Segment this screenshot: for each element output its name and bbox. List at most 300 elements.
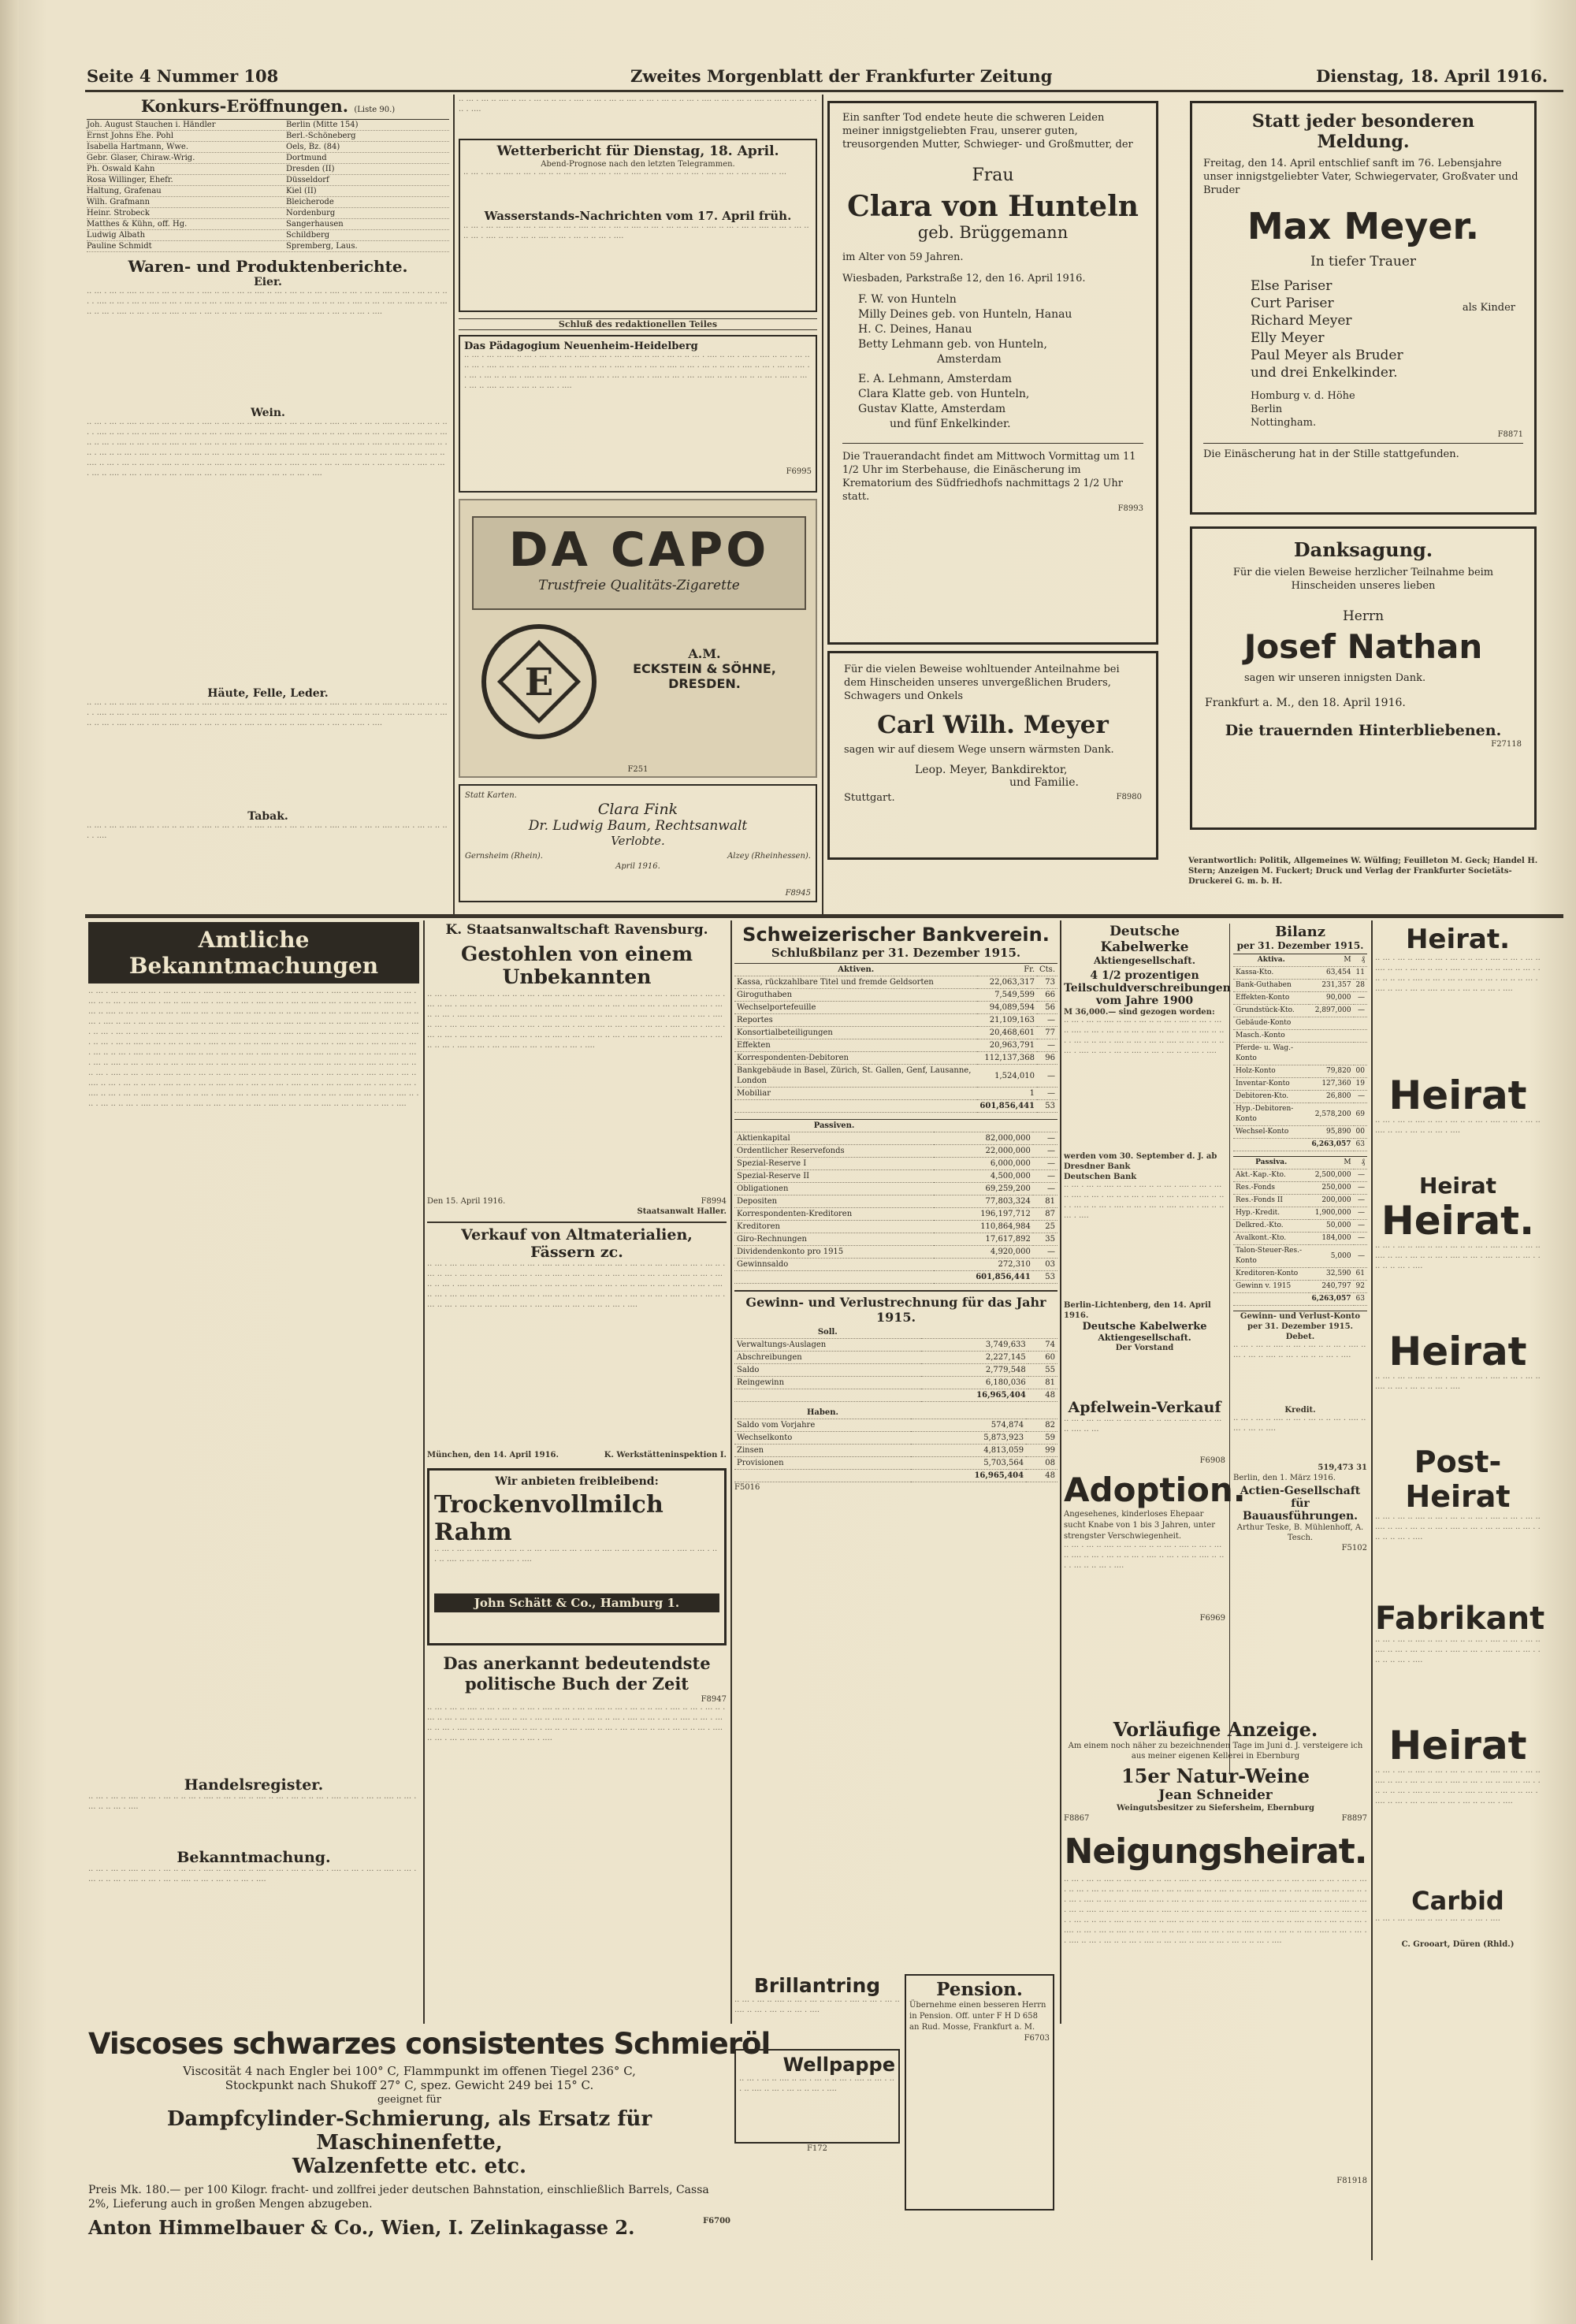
bv-passiv-total-cts: 53 [1033,1271,1057,1284]
bv-aktiv-row-label: Reportes [734,1014,977,1027]
bv-aktiv-row-cents: — [1037,1088,1057,1100]
bilanz-passiva-row-cents: — [1354,1220,1367,1233]
bv-soll-row-cents: 74 [1028,1339,1057,1352]
bankverein-passiv-table [734,1119,1057,1284]
bilanz-unit-2: M [1309,1157,1353,1169]
max-meyer-f5: Paul Meyer als Bruder [1251,348,1403,363]
bv-aktiv-row-cents: — [1037,1039,1057,1052]
bv-aktiv-row-value: 20,468,601 [977,1027,1037,1039]
konkurs-title-text: Konkurs-Eröffnungen. [140,96,349,116]
bv-passiv-row-label: Dividendenkonto pro 1915 [734,1246,934,1259]
bv-aktiv-row-value: 21,109,163 [977,1014,1037,1027]
bv-passiv-row-label: Obligationen [734,1183,934,1195]
bilanz-passiva-row-cents: — [1354,1245,1367,1268]
col-divider-1 [453,95,455,914]
konkurs-name: Matthes & Kühn, off. Hg. [87,220,188,229]
dacapo-logo-box [472,516,806,610]
bilanz-aktiva-row [1233,1043,1367,1065]
bilanz-aktiva-row-value: 2,578,200 [1309,1103,1353,1126]
bilanz-passiva-row-label: Avalkont.-Kto. [1233,1233,1309,1245]
bv-soll-row [734,1377,1057,1389]
haeute-text: ·· ··· · ··· ·· ···· ·· ··· · ··· ·· ·· ··· · ···· ·· ··· · ··· ·· ···· ·· ··· · ··· ·· ·· ··· · ···· ·· ··· · ··· ·· ···· ·· ··· · ··· ·· ·· ··· · ···· ·· ··· · ··· ·· ···· ·· ··· · ··· ·· ·· ··· · ···· ·· ··· · ··· ·· ···· ·· ··· · ··· ·· ·· ··· · ···· ·· ··· · ··· ·· ···· ·· ··· · ··· ·· ·· ··· · ···· ·· ··· · ··· ·· ···· ·· ··· · ··· ·· ·· ··· · ···· ·· ··· · ··· ·· ···· ·· ··· · ··· ·· ·· ··· · ···· [87,701,448,730]
nathan-name: Josef Nathan [1243,627,1483,666]
bilanz-passiva-row [1233,1233,1367,1245]
bv-soll-row-value: 6,180,036 [921,1377,1028,1389]
bv-passiv-row-value: 4,500,000 [934,1170,1033,1183]
bilanz-column [1229,924,1367,1775]
viscoses-l2: Stockpunkt nach Shukoff 27° C, spez. Gewicht 249 bei 15° C. [225,2078,594,2092]
bv-haben-total: 16,965,404 [911,1470,1026,1482]
haeute-heading: Häute, Felle, Leder. [207,687,329,700]
col2-top-text: ·· ··· · ··· ·· ···· ·· ··· · ··· ·· ·· ··· · ···· ·· ··· · ··· ·· ···· ·· ··· · ··· ·· ·· ··· · ···· ·· ··· · ··· ·· ···· ·· ··· · ··· ·· ·· ··· · ···· [459,97,817,116]
bilanz-passiva-row [1233,1268,1367,1281]
nathan-code: F27118 [1491,740,1522,749]
bilanz-aktiva-row-value [1309,1043,1353,1065]
hunteln-fam-4: Betty Lehmann geb. von Hunteln, [858,338,1047,351]
max-meyer-notice [1190,101,1537,515]
bilanz-passiva-row-cents: — [1354,1207,1367,1220]
dacapo-maker-1: A.M. [688,646,721,661]
max-meyer-footer: Die Einäscherung hat in der Stille stattgefunden. [1203,443,1523,460]
bv-passiv-row-cents: — [1033,1183,1057,1195]
bv-passiv-row-cents: 87 [1033,1208,1057,1221]
bv-haben-row [734,1445,1057,1457]
bilanz-aktiva-row [1233,1126,1367,1139]
ravensburg-footer [427,1196,727,1207]
bilanz-aktiva-row-cents [1354,1017,1367,1030]
wellpappe-title: Wellpappe [782,2054,895,2076]
hunteln-geb: geb. Brüggemann [917,223,1069,242]
tvm-text: ·· ··· · ··· ·· ···· ·· ··· · ··· ·· ·· ··· · ···· ·· ··· · ··· ·· ···· ·· ··· · ··· ·· ·· ··· · ···· ·· ··· · ··· ·· ···· ·· ··· · ··· ·· ·· ··· · ···· [434,1547,718,1566]
bilanz-passiva-total-pf: 63 [1354,1293,1367,1306]
bv-soll-row-label: Saldo [734,1364,921,1377]
politisch-code: F8947 [701,1695,727,1704]
heirat-4-text: ·· ··· · ··· ·· ···· ·· ··· · ··· ·· ·· ··· · ···· ·· ··· · ··· ·· ···· ·· ··· · ··· ·· ·· ··· · ···· ·· ··· · ··· ·· ···· ·· ··· · ··· ·· ·· ··· · ···· [1375,1244,1541,1273]
bv-haben-heading: Haben. [734,1407,911,1419]
bv-aktiv-row-label: Kassa, rückzahlbare Titel und fremde Geldsorten [734,976,977,989]
nathan-sig: Die trauernden Hinterbliebenen. [1225,722,1502,739]
meyer-dank-footer [844,792,1142,804]
bv-passiv-row-label: Depositen [734,1195,934,1208]
bankverein-aktiv-table [734,963,1057,1113]
bilanz-aktiva-row-cents [1354,1030,1367,1043]
bv-soll-row-cents: 55 [1028,1364,1057,1377]
bilanz-aktiva-row-cents: — [1354,1091,1367,1103]
bilanz-passiva-row-label: Res.-Fonds [1233,1182,1309,1195]
amtliche-column [88,922,419,2025]
vorlaeufig-text: Am einem noch näher zu bezeichnenden Tage im Juni d. J. versteigere ich aus meiner eigenen Kellerei in Ebernburg [1068,1742,1363,1761]
max-meyer-family [1203,277,1523,381]
page-header [87,66,1560,90]
bv-passiv-row-value: 22,000,000 [934,1145,1033,1158]
viscoses-geeignet: geeignet für [377,2094,441,2106]
bv-aktiv-row-label: Wechselportefeuille [734,1002,977,1014]
bv-soll-row [734,1352,1057,1364]
bv-passiv-row [734,1259,1057,1271]
konkurs-row [87,153,449,164]
konkurs-court: Berl.-Schöneberg [286,132,356,140]
wein-text: ·· ··· · ··· ·· ···· ·· ··· · ··· ·· ·· ··· · ···· ·· ··· · ··· ·· ···· ·· ··· · ··· ·· ·· ··· · ···· ·· ··· · ··· ·· ···· ·· ··· · ··· ·· ·· ··· · ···· ·· ··· · ··· ·· ···· ·· ··· · ··· ·· ·· ··· · ···· ·· ··· · ··· ·· ···· ·· ··· · ··· ·· ·· ··· · ···· ·· ··· · ··· ·· ···· ·· ··· · ··· ·· ·· ··· · ···· ·· ··· · ··· ·· ···· ·· ··· · ··· ·· ·· ··· · ···· ·· ··· · ··· ·· ···· ·· ··· · ··· ·· ·· ··· · ···· ·· ··· · ··· ·· ···· ·· ··· · ··· ·· ·· ··· · ···· ·· ··· · ··· ·· ···· ·· ··· · ··· ·· ·· ··· · ···· ·· ··· · ··· ·· ···· ·· ··· · ··· ·· ·· ··· · ···· ·· ··· · ··· ·· ···· ·· ··· · ··· ·· ·· ··· · ···· ·· ··· · ··· ·· ···· ·· ··· · ··· ·· ·· ··· · ···· ·· ··· · ··· ·· ···· ·· ··· · ··· ·· ·· ··· · ···· ·· ··· · ··· ·· ···· ·· ··· · ··· ·· ·· ··· · ···· ·· ··· · ··· ·· ···· ·· ··· · ··· ·· ·· ··· · ···· [87,420,448,480]
ravensburg-column [427,922,727,2025]
bv-passiv-row [734,1221,1057,1233]
bilanz-passiva-row [1233,1195,1367,1207]
fink-name2: Dr. Ludwig Baum, Rechtsanwalt [528,818,748,834]
bilanz-passiva-row-cents: — [1354,1182,1367,1195]
bv-passiv-row-cents: 35 [1033,1233,1057,1246]
hunteln-frau: Frau [972,165,1014,185]
bilanz-aktiva-total: 6,263,057 [1309,1139,1353,1151]
bv-aktiv-row-value: 112,137,368 [977,1052,1037,1065]
bilanz-code: F5102 [1341,1544,1367,1552]
hunteln-fam-1: F. W. von Hunteln [858,293,957,306]
meyer-dank-sig1: Leop. Meyer, Bankdirektor, [915,764,1068,776]
politisch-title: Das anerkannt bedeutendste politische Buch der Zeit [443,1653,711,1694]
tvm-brand2: Rahm [434,1519,512,1546]
bv-haben-row-cents: 82 [1026,1419,1057,1432]
bv-haben-row [734,1432,1057,1445]
bilanz-aktiva-row [1233,1030,1367,1043]
col-divider-2 [822,95,823,914]
bv-passiv-row [734,1233,1057,1246]
konkurs-row [87,142,449,153]
konkurs-court: Nordenburg [286,209,336,218]
bilanz-aktiva-row-cents: 19 [1354,1078,1367,1091]
konkurs-court: Oels, Bz. (84) [286,143,340,151]
heirat-1-text: ·· ··· · ··· ·· ···· ·· ··· · ··· ·· ·· ··· · ···· ·· ··· · ··· ·· ···· ·· ··· · ··· ·· ·· ··· · ···· ·· ··· · ··· ·· ···· ·· ··· · ··· ·· ·· ··· · ···· ·· ··· · ··· ·· ···· ·· ··· · ··· ·· ·· ··· · ···· ·· ··· · ··· ·· ···· ·· ··· · ··· ·· ·· ··· · ···· [1375,956,1541,995]
bilanz-passiva-row-value: 200,000 [1309,1195,1353,1207]
bv-passiv-row-cents: — [1033,1132,1057,1145]
bv-passiv-row [734,1195,1057,1208]
viscoses-title: Viscoses schwarzes consistentes Schmieröl [88,2027,771,2061]
bilanz-aktiva-row [1233,1103,1367,1126]
kabel-anl: 4 1/2 prozentigen Teilschuldverschreibungen vom Jahre 1900 [1064,969,1231,1007]
bilanz-title: Bilanz [1275,924,1325,940]
bilanz-aktiva-row-label: Inventar-Konto [1233,1078,1309,1091]
bankverein-column [734,924,1057,1972]
bilanz-passiva-row [1233,1169,1367,1182]
bv-soll-row-value: 2,227,145 [921,1352,1028,1364]
apfelwein-code: F6908 [1199,1456,1225,1465]
bilanz-firm2: für Bauausführungen. [1242,1497,1359,1523]
paedagogium-text: ·· ··· · ··· ·· ···· ·· ··· · ··· ·· ·· ··· · ···· ·· ··· · ··· ·· ···· ·· ··· · ··· ·· ·· ··· · ···· ·· ··· · ··· ·· ···· ·· ··· · ··· ·· ·· ··· · ···· ·· ··· · ··· ·· ···· ·· ··· · ··· ·· ·· ··· · ···· ·· ··· · ··· ·· ···· ·· ··· · ··· ·· ·· ··· · ···· ·· ··· · ··· ·· ···· ·· ··· · ··· ·· ·· ··· · ···· ·· ··· · ··· ·· ···· ·· ··· · ··· ·· ·· ··· · ···· ·· ··· · ··· ·· ···· ·· ··· · ··· ·· ·· ··· · ···· ·· ··· · ··· ·· ···· ·· ··· · ··· ·· ·· ··· · ···· [464,353,810,392]
viscoses-l4: Walzenfette etc. etc. [292,2155,527,2178]
hunteln-fam-8: Gustav Klatte, Amsterdam [858,403,1006,415]
bv-passiv-row-label: Spezial-Reserve I [734,1158,934,1170]
nathan-thanks: sagen wir unseren innigsten Dank. [1244,672,1426,684]
bilanz-aktiva-row-cents [1354,1043,1367,1065]
konkurs-court: Dresden (II) [286,165,335,173]
bankverein-soll-table [734,1326,1057,1402]
bilanz-aktiva-row-value: 63,454 [1309,967,1353,980]
hunteln-fam-9: und fünf Enkelkinder. [890,418,1011,430]
bv-passiv-row [734,1158,1057,1170]
adoption-filler: ·· ··· · ··· ·· ···· ·· ··· · ··· ·· ·· ··· · ···· ·· ··· · ··· ·· ···· ·· ··· · ··· ·· ·· ··· · ···· ·· ··· · ··· ·· ···· ·· ··· · ··· ·· ·· ··· · ···· [1064,1543,1225,1572]
tabak-heading: Tabak. [247,810,288,823]
konkurs-name: Heinr. Strobeck [87,209,150,218]
max-meyer-city2: Berlin [1251,403,1283,415]
vorlaeufig-codes [1064,1813,1367,1824]
fabrikant-title: Fabrikant [1375,1601,1545,1637]
konkurs-court: Schildberg [286,231,330,240]
brillantring-code: F172 [806,2144,828,2153]
bv-haben-row-value: 574,874 [911,1419,1026,1432]
tvm-top: Wir anbieten freibleibend: [495,1475,659,1488]
viscoses-ad [88,2027,771,2263]
viscoses-firm: Anton Himmelbauer & Co., Wien, I. Zelinkagasse 2. [88,2216,635,2239]
eier-heading: Eier. [254,276,282,288]
bilanz-aktiva-row-label: Debitoren-Kto. [1233,1091,1309,1103]
bv-passiv-row-label: Gewinnsaldo [734,1259,934,1271]
bv-haben-row [734,1457,1057,1470]
pension-text: Übernehme einen besseren Herrn in Pension. Off. unter F H D 658 an Rud. Mosse, Frankfurt a. M. [909,2001,1046,2032]
bilanz-aktiva-table [1233,954,1367,1151]
bv-passiv-row-cents: 03 [1033,1259,1057,1271]
meyer-dank-thanks: sagen wir auf diesem Wege unsern wärmsten Dank. [844,744,1114,756]
fink-date: April 1916. [615,862,660,871]
bv-aktiv-row [734,1014,1057,1027]
vorlaeufig-code: F8897 [1341,1814,1367,1823]
bv-aktiv-row-value: 1,524,010 [977,1065,1037,1088]
heirat-3: Heirat [1418,1173,1497,1199]
bilanz-kredit: Kredit. [1284,1406,1316,1415]
ravensburg-sign: Staatsanwalt Haller. [637,1207,727,1216]
dacapo-maker-3: DRESDEN. [668,676,741,691]
bilanz-passiva-row-label: Gewinn v. 1915 [1233,1281,1309,1293]
altm-title: Verkauf von Altmaterialien, Fässern zc. [427,1221,727,1261]
bv-aktiv-row-value: 7,549,599 [977,989,1037,1002]
bilanz-aktiva-row-cents: 00 [1354,1126,1367,1139]
kabel-redeem: werden vom 30. September d. J. ab [1064,1152,1217,1161]
dacapo-code: F251 [627,765,649,774]
max-meyer-text: Freitag, den 14. April entschlief sanft im 76. Lebensjahre unser innigstgeliebter Vater, Schwiegervater, Großvater und Bruder [1203,158,1518,196]
heirat-5-text: ·· ··· · ··· ·· ···· ·· ··· · ··· ·· ·· ··· · ···· ·· ··· · ··· ·· ···· ·· ··· · ··· ·· ·· ··· · ···· [1375,1374,1541,1393]
bilanz-aktiva-total-pf: 63 [1354,1139,1367,1151]
bilanz-passiva-row-label: Res.-Fonds II [1233,1195,1309,1207]
bilanz-firm1: Actien-Gesellschaft [1240,1485,1361,1497]
konkurs-name: Ernst Johns Ehe. Pohl [87,132,174,140]
bv-haben-row-label: Wechselkonto [734,1432,911,1445]
bilanz-passiva-row-value: 2,500,000 [1309,1169,1353,1182]
bv-code: F5016 [734,1483,760,1492]
heirat-5: Heirat [1388,1329,1527,1374]
kabel-firm: Deutsche Kabelwerke [1082,1321,1207,1333]
bv-passiv-row [734,1183,1057,1195]
bv-passiv-row-label: Ordentlicher Reservefonds [734,1145,934,1158]
bilanz-passiva-row-value: 240,797 [1309,1281,1353,1293]
bv-passiv-row-label: Spezial-Reserve II [734,1170,934,1183]
bilanz-passiva-row [1233,1182,1367,1195]
heirat-2: Heirat [1388,1073,1527,1118]
bv-passiv-row-label: Kreditoren [734,1221,934,1233]
post-heirat-text: ·· ··· · ··· ·· ···· ·· ··· · ··· ·· ·· ··· · ···· ·· ··· · ··· ·· ···· ·· ··· · ··· ·· ·· ··· · ···· ·· ··· · ··· ·· ···· ·· ··· · ··· ·· ·· ··· · ···· [1375,1515,1541,1544]
ravensburg-code: F8994 [701,1197,727,1206]
vorlaeufig-name: Jean Schneider [1158,1787,1273,1803]
header-rule [85,90,1563,92]
bv-aktiv-row-cents: 96 [1037,1052,1057,1065]
apfelwein-text: ·· ··· · ··· ·· ···· ·· ··· · ··· ·· ·· ··· · ···· ·· ··· · ··· ·· ···· ·· ··· [1064,1417,1222,1436]
bv-haben-row-value: 5,873,923 [911,1432,1026,1445]
waren-title: Waren- und Produktenberichte. [128,257,408,276]
neigung-title: Neigungsheirat. [1064,1831,1367,1872]
ravensburg-title: K. Staatsanwaltschaft Ravensburg. [445,922,708,938]
adoption-text: Angesehenes, kinderloses Ehepaar sucht Knabe von 1 bis 3 Jahren, unter strengster Verschwiegenheit. [1064,1510,1215,1541]
bv-aktiv-row-label: Mobiliar [734,1088,977,1100]
bv-aktiv-row-value: 1 [977,1088,1037,1100]
bv-aktiv-row-label: Bankgebäude in Basel, Zürich, St. Gallen, Genf, Lausanne, London [734,1065,977,1088]
weather-title: Wetterbericht für Dienstag, 18. April. [496,143,779,159]
bv-passiv-row-value: 17,617,892 [934,1233,1033,1246]
kabel-sub: Aktiengesellschaft. [1093,955,1196,966]
bilanz-aktiva-row-cents: 11 [1354,967,1367,980]
bilanz-passiva-row [1233,1207,1367,1220]
bankverein-sub: Schlußbilanz per 31. Dezember 1915. [771,946,1021,960]
nathan-text: Für die vielen Beweise herzlicher Teilnahme beim Hinscheiden unseres lieben [1232,567,1494,592]
konkurs-court: Dortmund [286,154,327,162]
bilanz-place: Berlin, den 1. März 1916. [1233,1474,1336,1482]
ravensburg-date: Den 15. April 1916. [427,1197,506,1206]
meyer-dank-notice [827,651,1158,860]
dacapo-emblem-icon [480,623,598,741]
brillantring-ad [734,1974,900,2258]
bilanz-passiva-row-value: 50,000 [1309,1220,1353,1233]
bv-aktiv-total: 601,856,441 [977,1100,1037,1113]
konkurs-court: Düsseldorf [286,176,329,184]
weather-box [459,139,817,312]
bv-aktiv-row-label: Giroguthaben [734,989,977,1002]
heirat-column [1375,924,1545,2263]
bv-passiv-row-label: Korrespondenten-Kreditoren [734,1208,934,1221]
konkurs-row [87,120,449,131]
bv-passiv-row-cents: 25 [1033,1221,1057,1233]
bv-haben-row [734,1419,1057,1432]
meyer-dank-name: Carl Wilh. Meyer [877,711,1109,739]
ravensburg-sub: Gestohlen von einem Unbekannten [460,943,693,988]
hunteln-code: F8993 [1117,504,1143,513]
heirat-6-text: ·· ··· · ··· ·· ···· ·· ··· · ··· ·· ·· ··· · ···· ·· ··· · ··· ·· ···· ·· ··· · ··· ·· ·· ··· · ···· ·· ··· · ··· ·· ···· ·· ··· · ··· ·· ·· ··· · ···· ·· ··· · ··· ·· ···· ·· ··· · ··· ·· ·· ··· · ···· ·· ··· · ··· ·· ···· ·· ··· · ··· ·· ·· ··· · ···· [1375,1768,1541,1808]
bv-aktiv-row-label: Effekten [734,1039,977,1052]
bilanz-aktiva-row [1233,980,1367,992]
bilanz-aktiva-row [1233,1065,1367,1078]
bv-passiv-row-cents: — [1033,1170,1057,1183]
meyer-dank-code: F8980 [1116,793,1142,801]
konkurs-name: Joh. August Stauchen i. Händler [87,121,216,129]
water-table: ·· ··· · ··· ·· ···· ·· ··· · ··· ·· ·· ··· · ···· ·· ··· · ··· ·· ···· ·· ··· · ··· ·· ·· ··· · ···· ·· ··· · ··· ·· ···· ·· ··· · ··· ·· ·· ··· · ···· ·· ··· · ··· ·· ···· ·· ··· · ··· ·· ·· ··· · ···· [463,224,809,243]
bilanz-aktiva-heading: Aktiva. [1233,954,1309,967]
bilanz-passiva-row-cents: — [1354,1233,1367,1245]
bilanz-aktiva-row [1233,967,1367,980]
bilanz-passiva-row [1233,1245,1367,1268]
bv-passiv-row [734,1170,1057,1183]
konkurs-row [87,197,449,208]
konkurs-sub: (Liste 90.) [354,106,396,114]
bilanz-aktiva-row [1233,992,1367,1005]
bilanz-sign: Arthur Teske, B. Mühlenhoff, A. Tesch. [1236,1523,1364,1542]
kabel-amount: M 36,000.— sind gezogen worden: [1064,1008,1215,1017]
kabel-numbers: ·· ··· · ··· ·· ···· ·· ··· · ··· ·· ·· ··· · ···· ·· ··· · ··· ·· ···· ·· ··· · ··· ·· ·· ··· · ···· ·· ··· · ··· ·· ···· ·· ··· · ··· ·· ·· ··· · ···· ·· ··· · ··· ·· ···· ·· ··· · ··· ·· ·· ··· · ···· ·· ··· · ··· ·· ···· ·· ··· · ··· ·· ·· ··· · ···· [1064,1018,1225,1058]
amtliche-hreg: Handelsregister. [184,1776,324,1794]
bilanz-aktiva-row-label: Masch.-Konto [1233,1030,1309,1043]
politisch-text: ·· ··· · ··· ·· ···· ·· ··· · ··· ·· ·· ··· · ···· ·· ··· · ··· ·· ···· ·· ··· · ··· ·· ·· ··· · ···· ·· ··· · ··· ·· ···· ·· ··· · ··· ·· ·· ··· · ···· ·· ··· · ··· ·· ···· ·· ··· · ··· ·· ·· ··· · ···· ·· ··· · ··· ·· ···· ·· ··· · ··· ·· ·· ··· · ···· ·· ··· · ··· ·· ···· ·· ··· · ··· ·· ·· ··· · ···· ·· ··· · ··· ·· ···· ·· ··· · ··· ·· ·· ··· · ···· ·· ··· · ··· ·· ···· ·· ··· · ··· ·· ·· ··· · ···· [427,1705,726,1745]
col-divider-5 [1060,920,1061,2024]
konkurs-row [87,186,449,197]
bankverein-title: Schweizerischer Bankverein. [742,924,1050,946]
konkurs-row [87,219,449,230]
konkurs-court: Sangerhausen [286,220,344,229]
bilanz-sub: per 31. Dezember 1915. [1236,940,1364,951]
max-meyer-f6: und drei Enkelkinder. [1251,365,1398,381]
bilanz-aktiva-row-label: Kassa-Kto. [1233,967,1309,980]
header-center: Zweites Morgenblatt der Frankfurter Zeitung [630,66,1053,86]
pension-ad [905,1974,1054,2211]
max-meyer-name: Max Meyer. [1247,205,1480,247]
bv-passiv-row [734,1132,1057,1145]
kabel-text: ·· ··· · ··· ·· ···· ·· ··· · ··· ·· ·· ··· · ···· ·· ··· · ··· ·· ···· ·· ··· · ··· ·· ·· ··· · ···· ·· ··· · ··· ·· ···· ·· ··· · ··· ·· ·· ··· · ···· ·· ··· · ··· ·· ···· ·· ··· · ··· ·· ·· ··· · ···· [1064,1183,1225,1222]
bilanz-aktiva-row [1233,1091,1367,1103]
hunteln-fam-5: Amsterdam [937,353,1002,366]
amtliche-bekannt: Bekanntmachung. [177,1849,331,1866]
brillantring-text: ·· ··· · ··· ·· ···· ·· ··· · ··· ·· ·· ··· · ···· ·· ··· · ··· ·· ···· ·· ··· · ··· ·· ·· ··· · ···· [734,1998,900,2017]
konkurs-table [87,119,449,252]
bv-soll-row-value: 3,749,633 [921,1339,1028,1352]
altm-date: München, den 14. April 1916. [427,1451,559,1459]
bilanz-aktiva-row-label: Hyp.-Debitoren-Konto [1233,1103,1309,1126]
bilanz-unit-1: M [1309,954,1353,967]
dacapo-maker-2: ECKSTEIN & SÖHNE, [633,661,776,676]
bv-soll-row-value: 2,779,548 [921,1364,1028,1377]
hunteln-fam-7: Clara Klatte geb. von Hunteln, [858,388,1030,400]
bv-aktiv-row-value: 94,089,594 [977,1002,1037,1014]
vorlaeufig-title: Vorläufige Anzeige. [1113,1718,1318,1741]
neigung-text: ·· ··· · ··· ·· ···· ·· ··· · ··· ·· ·· ··· · ···· ·· ··· · ··· ·· ···· ·· ··· · ··· ·· ·· ··· · ···· ·· ··· · ··· ·· ···· ·· ··· · ··· ·· ·· ··· · ···· ·· ··· · ··· ·· ···· ·· ··· · ··· ·· ·· ··· · ···· ·· ··· · ··· ·· ···· ·· ··· · ··· ·· ·· ··· · ···· ·· ··· · ··· ·· ···· ·· ··· · ··· ·· ·· ··· · ···· ·· ··· · ··· ·· ···· ·· ··· · ··· ·· ·· ··· · ···· ·· ··· · ··· ·· ···· ·· ··· · ··· ·· ·· ··· · ···· ·· ··· · ··· ·· ···· ·· ··· · ··· ·· ·· ··· · ···· ·· ··· · ··· ·· ···· ·· ··· · ··· ·· ·· ··· · ···· ·· ··· · ··· ·· ···· ·· ··· · ··· ·· ·· ··· · ···· ·· ··· · ··· ·· ···· ·· ··· · ··· ·· ·· ··· · ···· ·· ··· · ··· ·· ···· ·· ··· · ··· ·· ·· ··· · ···· ·· ··· · ··· ·· ···· ·· ··· · ··· ·· ·· ··· · ···· ·· ··· · ··· ·· ···· ·· ··· · ··· ·· ·· ··· · ···· ·· ··· · ··· ·· ···· ·· ··· · ··· ·· ·· ··· · ···· [1064,1877,1367,1947]
bv-passiv-row-cents: — [1033,1246,1057,1259]
max-meyer-f2: Curt Pariser [1251,296,1334,311]
neigung-code: F81918 [1336,2177,1367,2185]
bilanz-passiva-row-label: Akt.-Kap.-Kto. [1233,1169,1309,1182]
altm-sign: K. Werkstätteninspektion I. [604,1451,727,1459]
heirat-1: Heirat. [1405,924,1511,955]
bv-aktiv-row [734,1065,1057,1088]
bilanz-aktiva-row-value: 79,820 [1309,1065,1353,1078]
altm-text: ·· ··· · ··· ·· ···· ·· ··· · ··· ·· ·· ··· · ···· ·· ··· · ··· ·· ···· ·· ··· · ··· ·· ·· ··· · ···· ·· ··· · ··· ·· ···· ·· ··· · ··· ·· ·· ··· · ···· ·· ··· · ··· ·· ···· ·· ··· · ··· ·· ·· ··· · ···· ·· ··· · ··· ·· ···· ·· ··· · ··· ·· ·· ··· · ···· ·· ··· · ··· ·· ···· ·· ··· · ··· ·· ·· ··· · ···· ·· ··· · ··· ·· ···· ·· ··· · ··· ·· ·· ··· · ···· ·· ··· · ··· ·· ···· ·· ··· · ··· ·· ·· ··· · ···· ·· ··· · ··· ·· ···· ·· ··· · ··· ·· ·· ··· · ···· ·· ··· · ··· ·· ···· ·· ··· · ··· ·· ·· ··· · ···· ·· ··· · ··· ·· ···· ·· ··· · ··· ·· ·· ··· · ···· [427,1262,726,1311]
bilanz-passiva-row-cents: 92 [1354,1281,1367,1293]
max-meyer-trauer: In tiefer Trauer [1310,254,1417,270]
bv-passiv-row-value: 77,803,324 [934,1195,1033,1208]
bv-soll-row [734,1339,1057,1352]
bv-soll-row-label: Reingewinn [734,1377,921,1389]
bv-haben-row-value: 5,703,564 [911,1457,1026,1470]
bv-aktiv-row-cents: 66 [1037,989,1057,1002]
bilanz-aktiva-row-label: Wechsel-Konto [1233,1126,1309,1139]
hunteln-place: Wiesbaden, Parkstraße 12, den 16. April 1916. [842,273,1086,284]
kabel-firm2: Aktiengesellschaft. [1098,1333,1191,1343]
max-meyer-code: F8871 [1497,430,1523,439]
konkurs-name: Rosa Willinger, Ehefr. [87,176,173,184]
bilanz-passiva-row-label: Hyp.-Kredit. [1233,1207,1309,1220]
viscoses-l3: Dampfcylinder-Schmierung, als Ersatz für Maschinenfette, [166,2107,652,2155]
hunteln-intro: Ein sanfter Tod endete heute die schweren Leiden meiner innigstgeliebten Frau, unserer guten, treusorgenden Mutter, Schwieger- und Großmutter, der [842,112,1133,151]
fink-code: F8945 [785,889,811,898]
carbid-title: Carbid [1411,1886,1504,1916]
header-left: Seite 4 Nummer 108 [87,66,279,86]
bv-passiv-row-cents: 81 [1033,1195,1057,1208]
konkurs-name: Gebr. Glaser, Chiraw.-Wrig. [87,154,195,162]
bilanz-passiva-row [1233,1281,1367,1293]
eier-text: ·· ··· · ··· ·· ···· ·· ··· · ··· ·· ·· ··· · ···· ·· ··· · ··· ·· ···· ·· ··· · ··· ·· ·· ··· · ···· ·· ··· · ··· ·· ···· ·· ··· · ··· ·· ·· ··· · ···· ·· ··· · ··· ·· ···· ·· ··· · ··· ·· ·· ··· · ···· ·· ··· · ··· ·· ···· ·· ··· · ··· ·· ·· ··· · ···· ·· ··· · ··· ·· ···· ·· ··· · ··· ·· ·· ··· · ···· ·· ··· · ··· ·· ···· ·· ··· · ··· ·· ·· ··· · ···· ·· ··· · ··· ·· ···· ·· ··· · ··· ·· ·· ··· · ···· [87,289,448,318]
water-title: Wasserstands-Nachrichten vom 17. April früh. [484,209,792,223]
bv-passiven-heading: Passiven. [734,1120,934,1132]
bv-haben-row-value: 4,813,059 [911,1445,1026,1457]
bilanz-aktiva-row-label: Pferde- u. Wag.-Konto [1233,1043,1309,1065]
